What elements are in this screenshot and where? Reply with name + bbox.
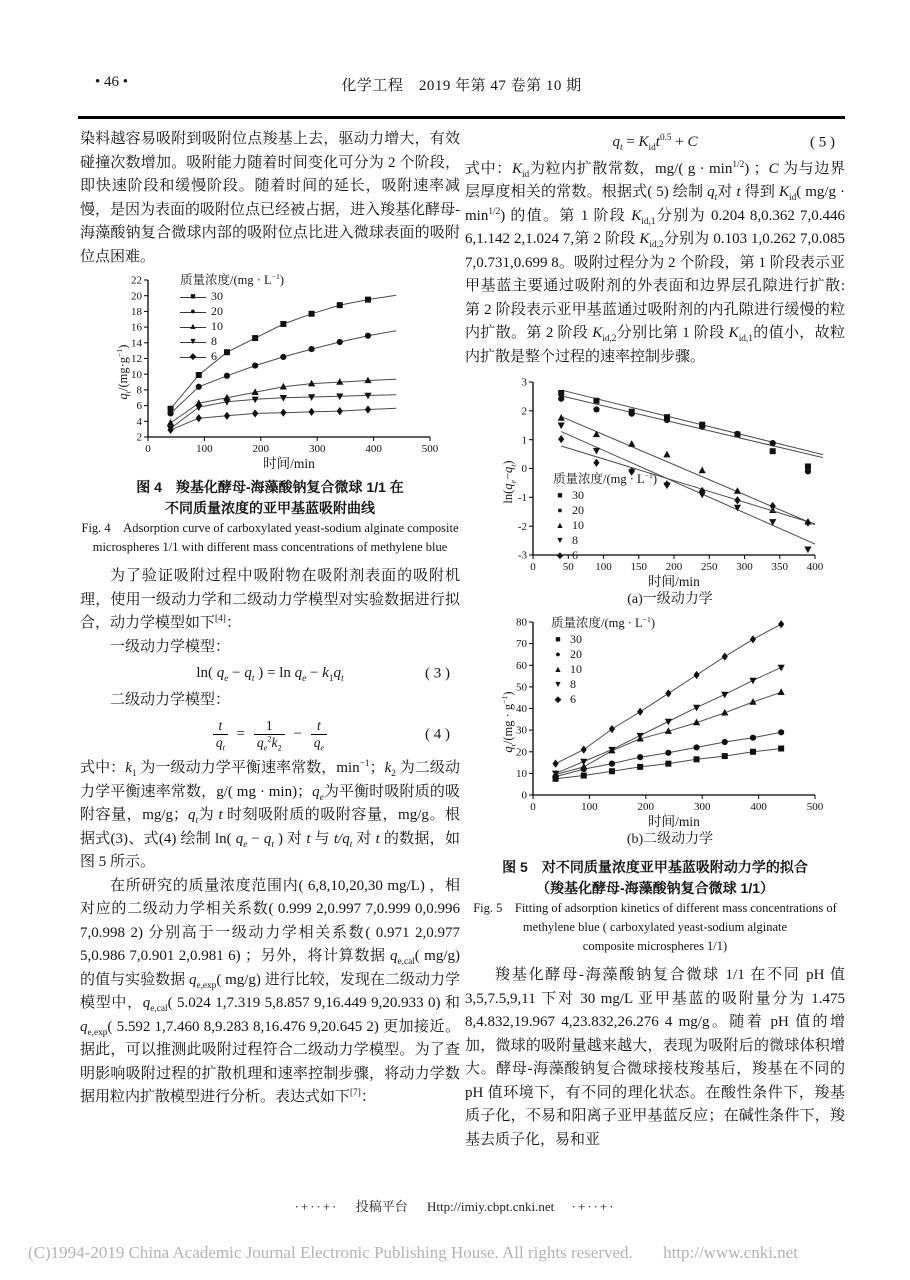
svg-text:500: 500 xyxy=(806,801,823,813)
equation-5 xyxy=(465,131,845,155)
figure-4 xyxy=(80,273,460,557)
svg-text:16: 16 xyxy=(131,321,142,334)
svg-text:40: 40 xyxy=(516,703,527,716)
paragraph-ph-effect: 羧基化酵母-海藻酸钠复合微球 1/1 在不同 pH 值 3,5,7.5,9,11 下对 30 mg/L 亚甲基蓝的吸附量分为 1.475 8,4.832,19.967 4,23.832,26.276 4 mg/g。随着 pH 值的增加，微球的吸附量越来越大，表现为吸附后的微球体积增大。酵母-海藻酸钠复合微球接枝羧基后，羧基在不同的 pH 值环境下，有不同的理化状态。在酸性条件下，羧基质子化，不易和阳离子亚甲基蓝反应；在碱性条件下，羧基去质子化，易和亚 xyxy=(465,967,845,1148)
equation-3 xyxy=(80,662,460,686)
fig4-y-axis-label: $q_t/(mg\cdot g^{-1})$ xyxy=(114,344,133,400)
fig5-caption-en: Fig. 5 Fitting of adsorption kinetics of different mass concentrations of xyxy=(473,901,837,915)
svg-text:10: 10 xyxy=(516,768,527,780)
svg-text:400: 400 xyxy=(365,443,382,455)
svg-text:-3: -3 xyxy=(517,549,527,562)
svg-text:300: 300 xyxy=(308,443,326,455)
copyright-text: (C)1994-2019 China Academic Journal Electronic Publishing House. All rights reserved. xyxy=(28,1243,633,1262)
footer-decoration: ·+··+· xyxy=(294,1199,339,1214)
svg-text:6: 6 xyxy=(136,400,142,413)
fig5b-legend-title: 质量浓度$/(mg \cdot L^{-1})$ xyxy=(551,614,656,630)
svg-text:2: 2 xyxy=(521,405,527,418)
paragraph-symbol-definitions: 式中：$k_1$ 为一级动力学平衡速率常数，$\min^{-1}$；$k_2$ 为二级动力学平衡速率常数，g/( mg · min)；$q_e$为平衡时吸附质的吸附容量，mg/g；$q_t$为 t 时刻吸附质的吸附容量，mg/g。根据式(3)、式(4) 绘制 ln( $q_e - q_t$ ) 对 t 与 $t/q_t$ 对 t 的数据，如图 5 所示。 xyxy=(80,759,460,871)
svg-text:300: 300 xyxy=(736,561,753,573)
svg-text:时间/min: 时间/min xyxy=(263,456,315,471)
svg-text:250: 250 xyxy=(701,561,718,573)
svg-text:-1: -1 xyxy=(517,491,527,504)
svg-text:0: 0 xyxy=(145,443,151,455)
paragraph-kinetic-models-intro: 为了验证吸附过程中吸附物在吸附剂表面的吸附机理，使用一级动力学和二级动力学模型对实验数据进行拟合，动力学模型如下[4]： xyxy=(80,568,460,631)
svg-text:时间/min: 时间/min xyxy=(648,814,700,829)
fig5a-legend-title: 质量浓度$/(mg \cdot L^{-1})$ xyxy=(553,470,658,486)
svg-text:0: 0 xyxy=(521,789,527,802)
svg-text:50: 50 xyxy=(516,681,527,694)
svg-text:22: 22 xyxy=(131,274,142,287)
left-column xyxy=(80,128,460,1110)
fig5-caption-en: composite microspheres 1/1) xyxy=(582,939,728,953)
svg-text:200: 200 xyxy=(637,801,655,813)
fraction: $\frac{t}{q_e}$ xyxy=(311,718,327,751)
figure-5 xyxy=(465,375,845,956)
fig4-legend-title: 质量浓度$/(mg \cdot L^{-1})$ xyxy=(180,271,285,287)
svg-text:0: 0 xyxy=(530,561,536,573)
svg-text:1: 1 xyxy=(521,434,527,447)
svg-text:8: 8 xyxy=(136,384,142,397)
equation-3-number: ( 3 ) xyxy=(425,665,450,681)
svg-text:500: 500 xyxy=(421,443,438,455)
svg-text:0: 0 xyxy=(530,801,536,813)
figure5a-chart xyxy=(493,375,823,589)
footer-decoration: ·+··+· xyxy=(571,1199,616,1214)
svg-text:200: 200 xyxy=(252,443,270,455)
svg-text:30: 30 xyxy=(516,724,527,737)
figure4-chart xyxy=(108,273,438,471)
copyright-line xyxy=(28,1243,798,1263)
fraction: $\frac{t}{q_t}$ xyxy=(213,718,228,751)
fig4-caption-en: microspheres 1/1 with different mass concentrations of methylene blue xyxy=(92,540,448,554)
fig5a-y-axis-label: $\ln(q_e-q_t)$ xyxy=(501,460,518,504)
svg-text:3: 3 xyxy=(521,376,527,389)
svg-text:2: 2 xyxy=(136,431,142,444)
svg-text:150: 150 xyxy=(630,561,648,573)
svg-text:14: 14 xyxy=(131,337,142,350)
paragraph-correlation-coefficients: 在所研究的质量浓度范围内( 6,8,10,20,30 mg/L) ，相对应的二级动力学相关系数( 0.999 2,0.997 7,0.999 0,0.996 7,0.998 2) 分别高于一级动力学相关系数( 0.971 2,0.977 5,0.986 7,0.901 2,0.981 6) ；另外，将计算数据 $q_{e,cal}$( mg/g) 的值与实验数据 $q_{e,exp}$( mg/g) 进行比较，发现在二级动力学模型中，$q_{e,cal}$( 5.024 1,7.319 5,8.857 9,16.449 9,20.933 0) 和 $q_{e,exp}$( 5.592 1,7.460 8,9.283 8,16.476 9,20.645 2) 更加接近。据此，可以推测此吸附过程符合二级动力学模型。为了查明影响吸附过程的扩散机理和速率控制步骤，将动力学数据用粒内扩散模型进行分析。表达式如下[7]： xyxy=(80,877,460,1106)
svg-text:20: 20 xyxy=(516,746,527,759)
equation-4 xyxy=(80,718,460,751)
fig5-caption-zh: （羧基化酵母-海藻酸钠复合微球 1/1） xyxy=(535,880,774,896)
paragraph-intraparticle-diffusion: 式中：$K_{id}$为粒内扩散常数，mg/( $g \cdot \min^{1/2}$) ；C 为与边界层厚度相关的常数。根据式( 5) 绘制 $q_t$对 t 得到 $K_{id}$( $mg/g \cdot \min^{1/2}$) 的值。第 1 阶段 $K_{id,1}$分别为 0.204 8,0.362 7,0.446 6,1.142 2,1.024 7,第 2 阶段 $K_{id,2}$分别为 0.103 1,0.262 7,0.085 7,0.731,0.699 8。吸附过程分为 2 个阶段，第 1 阶段表示亚甲基蓝主要通过吸附剂的外表面和边界层孔隙进行扩散: 第 2 阶段表示亚甲基蓝通过吸附剂的内孔隙进行缓慢的粒内扩散。第 2 阶段 $K_{id,2}$分别比第 1 阶段 $K_{id,1}$的值小，故粒内扩散是整个过程的速率控制步骤。 xyxy=(465,159,845,365)
fig5b-y-axis-label: $q_t/(mg \cdot g^{-1})$ xyxy=(499,691,518,753)
svg-text:12: 12 xyxy=(131,353,142,366)
fig4-caption-zh: 不同质量浓度的亚甲基蓝吸附曲线 xyxy=(165,500,375,516)
first-order-model-label: 一级动力学模型： xyxy=(110,638,231,655)
fraction: $\frac{1}{q_e^2k_2}$ xyxy=(254,718,285,751)
svg-text:400: 400 xyxy=(806,561,823,573)
fig4-legend: 质量浓度$/(mg \cdot L^{-1})$ ■ 30 ● 20 ▲ 10 ▼ 8 ◆ 6 xyxy=(180,271,285,363)
svg-text:18: 18 xyxy=(131,306,142,318)
right-column xyxy=(465,128,845,1152)
page-number: • 46 • xyxy=(95,74,129,90)
journal-title-line: 化学工程 2019 年第 47 卷第 10 期 xyxy=(341,78,582,94)
copyright-url: http://www.cnki.net xyxy=(663,1243,798,1262)
svg-text:200: 200 xyxy=(665,561,683,573)
paragraph-adsorption-stages: 染料越容易吸附到吸附位点羧基上去，驱动力增大，有效碰撞次数增加。吸附能力随着时间变化可分为 2 个阶段，即快速阶段和缓慢阶段。随着时间的延长，吸附速率减慢，是因为表面的吸附位点已经被占据，进入羧基化酵母-海藻酸钠复合微球内部的吸附位点比进入微球表面的吸附位点困难。 xyxy=(80,131,460,265)
svg-text:80: 80 xyxy=(516,616,527,629)
svg-text:70: 70 xyxy=(516,638,527,651)
fig5b-plot xyxy=(493,615,823,829)
svg-text:60: 60 xyxy=(516,659,527,672)
svg-text:10: 10 xyxy=(131,368,142,381)
equation-5-formula: $q_t = K_{id}t^{0.5} + C$ xyxy=(612,133,698,153)
svg-text:400: 400 xyxy=(750,801,767,813)
fig5-caption-zh: 图 5 对不同质量浓度亚甲基蓝吸附动力学的拟合 xyxy=(502,859,808,875)
svg-text:20: 20 xyxy=(131,290,142,303)
svg-text:-2: -2 xyxy=(517,520,527,533)
svg-text:350: 350 xyxy=(771,561,789,573)
equation-4-number: ( 4 ) xyxy=(425,725,450,742)
fig5a-legend: 质量浓度$/(mg \cdot L^{-1})$ ■ 30 ● 20 ▲ 10 ▼ 8 ◆ 6 xyxy=(553,470,658,562)
fig5a-sub-caption: (a)一级动力学 xyxy=(627,592,713,607)
fig4-caption-zh: 图 4 羧基化酵母-海藻酸钠复合微球 1/1 在 xyxy=(136,479,404,495)
second-order-model-label: 二级动力学模型： xyxy=(110,691,231,708)
platform-label: 投稿平台 xyxy=(355,1199,408,1214)
fig5b-legend: 质量浓度$/(mg \cdot L^{-1})$ ■ 30 ● 20 ▲ 10 ▼ 8 ◆ 6 xyxy=(551,614,656,706)
svg-text:时间/min: 时间/min xyxy=(648,574,700,589)
fig5-caption-en: methylene blue ( carboxylated yeast-sodium alginate xyxy=(522,920,788,934)
figure5b-chart xyxy=(493,615,823,829)
svg-text:4: 4 xyxy=(136,415,142,428)
platform-url: Http://imiy.cbpt.cnki.net xyxy=(426,1199,555,1214)
svg-text:300: 300 xyxy=(693,801,711,813)
svg-text:100: 100 xyxy=(595,561,612,573)
header-rule xyxy=(78,116,845,119)
svg-text:0: 0 xyxy=(521,463,527,476)
fig5b-sub-caption: (b)二级动力学 xyxy=(626,832,714,847)
fig5a-plot xyxy=(493,375,823,589)
svg-text:50: 50 xyxy=(562,561,574,573)
fig4-caption-en: Fig. 4 Adsorption curve of carboxylated yeast-sodium alginate composite xyxy=(81,521,459,535)
submission-platform-line xyxy=(0,1196,910,1215)
equation-3-formula: ln( $q_e - q_t$ ) = $\ln q_e - k_1q_t$ xyxy=(196,665,344,684)
svg-text:100: 100 xyxy=(581,801,598,813)
equation-5-number: ( 5 ) xyxy=(810,134,835,150)
svg-text:100: 100 xyxy=(196,443,213,455)
equation-4-formula: $\frac{t}{q_t}$ = $\frac{1}{q_e^2k_2}$ − $\frac{t}{q_e}$ xyxy=(210,718,330,751)
